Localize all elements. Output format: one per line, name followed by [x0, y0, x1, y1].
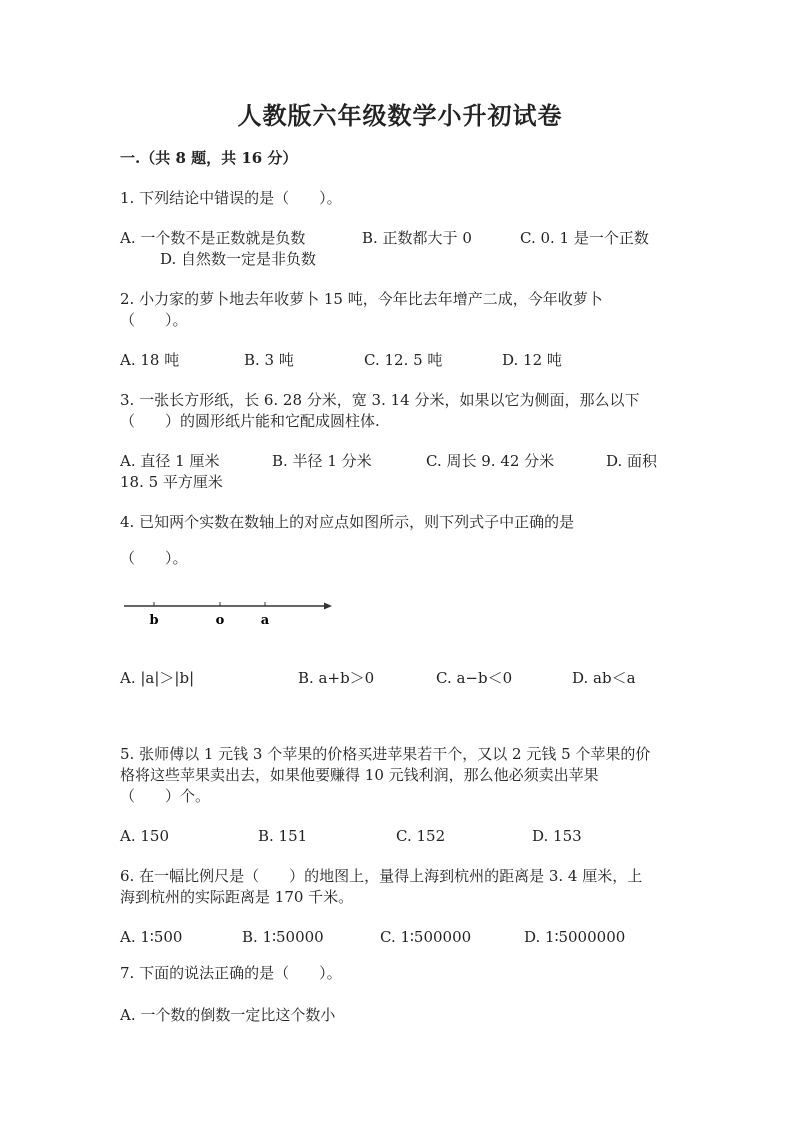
question-4-stem-line1: 4. 已知两个实数在数轴上的对应点如图所示，则下列式子中正确的是 — [120, 513, 575, 531]
label-a: a — [260, 613, 270, 628]
question-6-option-a: A. 1∶500 — [120, 928, 183, 946]
question-2-stem-line1: 2. 小力家的萝卜地去年收萝卜 15 吨，今年比去年增产二成，今年收萝卜 — [120, 290, 603, 308]
question-5-option-d: D. 153 — [532, 827, 582, 845]
question-5-stem-line1: 5. 张师傅以 1 元钱 3 个苹果的价格买进苹果若干个，又以 2 元钱 5 个苹果的价 — [120, 745, 651, 763]
number-line-figure — [120, 592, 340, 632]
question-2-stem-line2: （ ）。 — [120, 311, 188, 329]
label-o: o — [215, 613, 225, 628]
question-4-stem-line2: （ ）。 — [120, 549, 188, 567]
question-2-option-a: A. 18 吨 — [120, 351, 180, 369]
section-header: 一.（共 8 题，共 16 分） — [120, 149, 298, 167]
question-4-option-d: D. ab＜a — [572, 669, 636, 687]
question-4-option-c: C. a−b＜0 — [436, 669, 513, 687]
question-1-stem: 1. 下列结论中错误的是（ ）。 — [120, 189, 342, 207]
question-2-option-c: C. 12. 5 吨 — [364, 351, 443, 369]
question-6-stem-line1: 6. 在一幅比例尺是（ ）的地图上，量得上海到杭州的距离是 3. 4 厘米，上 — [120, 867, 643, 885]
question-1-option-c: C. 0. 1 是一个正数 — [520, 229, 649, 247]
question-7-stem: 7. 下面的说法正确的是（ ）。 — [120, 964, 342, 982]
question-3-stem-line2: （ ）的圆形纸片能和它配成圆柱体. — [120, 412, 380, 430]
question-3-option-d-cont: 18. 5 平方厘米 — [120, 473, 223, 491]
question-4-option-b: B. a+b＞0 — [298, 669, 375, 687]
question-5-option-b: B. 151 — [258, 827, 308, 845]
question-4-option-a: A. |a|＞|b| — [120, 669, 195, 687]
question-3-option-d: D. 面积 — [606, 452, 658, 470]
question-6-option-d: D. 1∶5000000 — [524, 928, 626, 946]
question-5-option-c: C. 152 — [396, 827, 446, 845]
question-3-option-b: B. 半径 1 分米 — [272, 452, 372, 470]
question-5-option-a: A. 150 — [120, 827, 169, 845]
page-title: 人教版六年级数学小升初试卷 — [237, 101, 563, 130]
number-line-arrow — [324, 603, 332, 610]
question-2-option-d: D. 12 吨 — [502, 351, 562, 369]
question-6-option-b: B. 1∶50000 — [242, 928, 324, 946]
question-7-option-a: A. 一个数的倒数一定比这个数小 — [120, 1006, 336, 1024]
label-b: b — [149, 613, 159, 628]
question-3-option-c: C. 周长 9. 42 分米 — [426, 452, 555, 470]
question-5-stem-line2: 格将这些苹果卖出去，如果他要赚得 10 元钱利润，那么他必须卖出苹果 — [120, 766, 599, 784]
question-1-option-b: B. 正数都大于 0 — [362, 229, 472, 247]
question-3-stem-line1: 3. 一张长方形纸，长 6. 28 分米，宽 3. 14 分米，如果以它为侧面，那么以下 — [120, 391, 640, 409]
question-1-option-a: A. 一个数不是正数就是负数 — [120, 229, 306, 247]
question-5-stem-line3: （ ）个。 — [120, 787, 211, 805]
question-3-option-a: A. 直径 1 厘米 — [120, 452, 220, 470]
question-2-option-b: B. 3 吨 — [244, 351, 294, 369]
question-6-option-c: C. 1∶500000 — [380, 928, 472, 946]
question-1-option-d: D. 自然数一定是非负数 — [160, 250, 317, 268]
question-6-stem-line2: 海到杭州的实际距离是 170 千米。 — [120, 888, 354, 906]
